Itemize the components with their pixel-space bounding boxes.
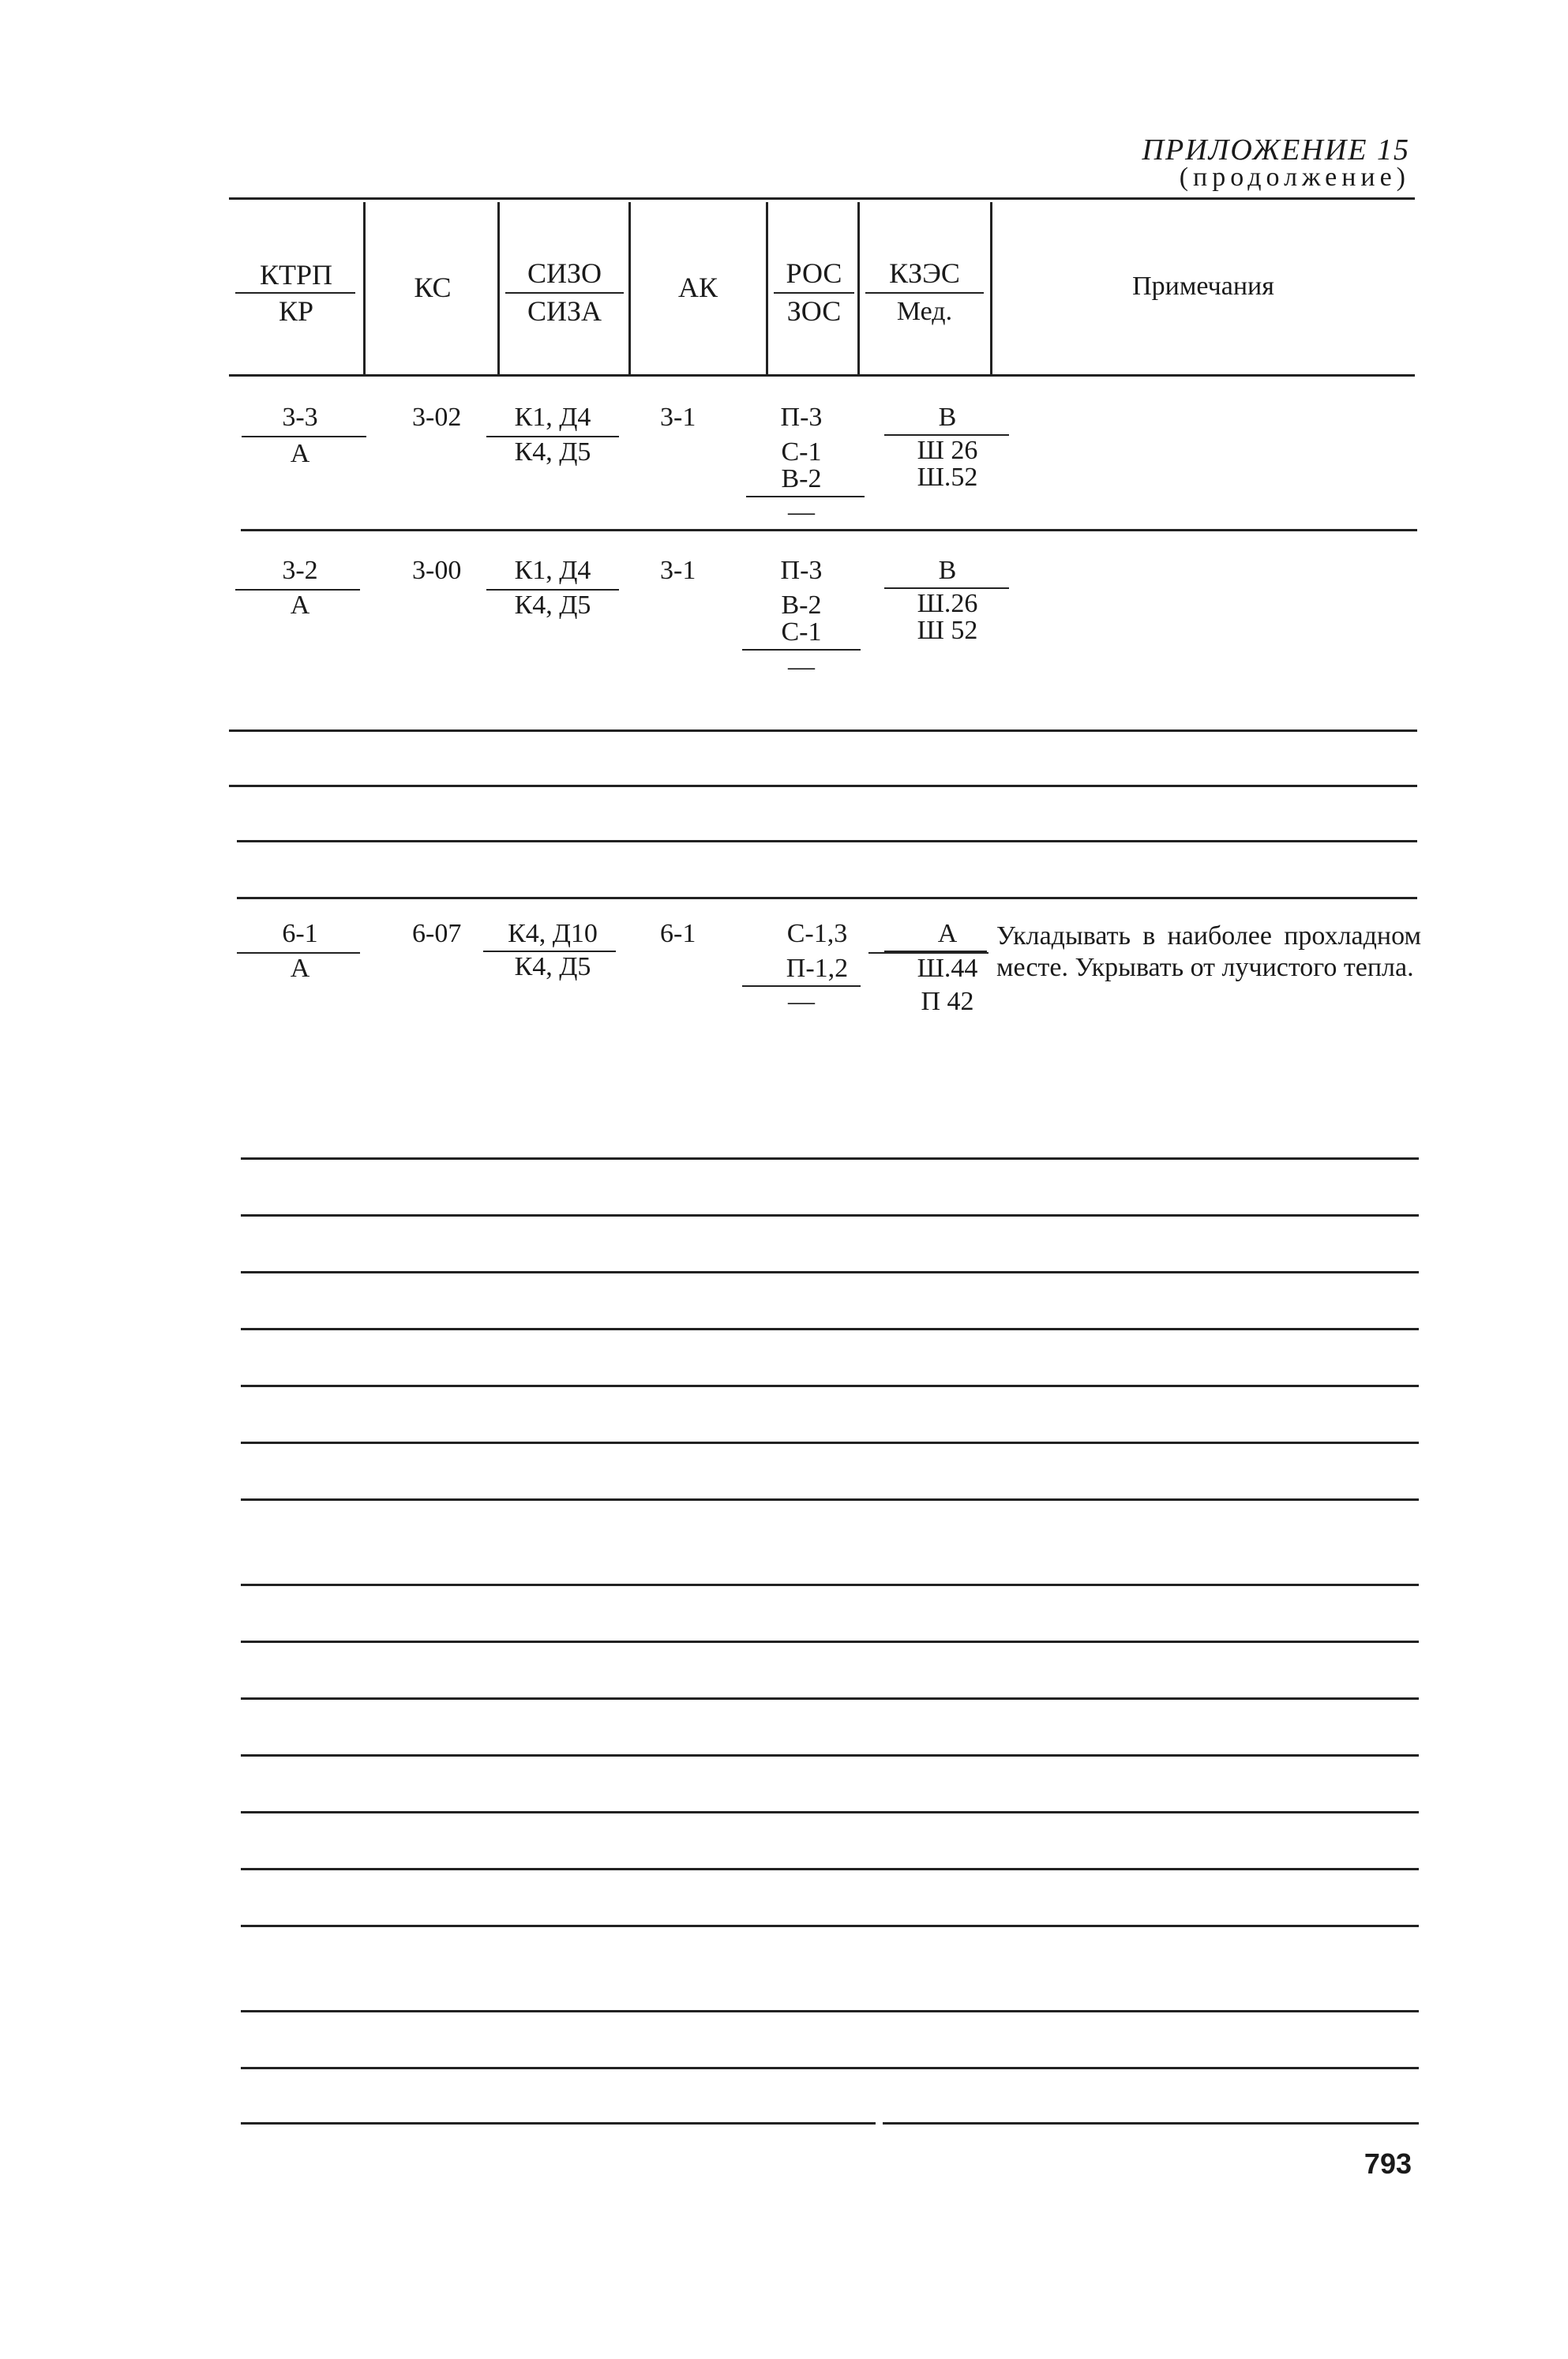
header-ks: КС <box>414 272 452 303</box>
ruled-line <box>237 897 1417 899</box>
ruled-line <box>237 840 1417 842</box>
fraction-bar <box>884 951 987 952</box>
cell-med: Ш 52 <box>917 616 978 645</box>
header-ros: РОС <box>786 257 842 289</box>
header-ktrp: КТРП <box>259 259 333 291</box>
cell-kzes: А <box>937 919 958 948</box>
ruled-line <box>241 1868 1419 1870</box>
cell-ks: 3-00 <box>412 556 462 585</box>
cell-zos: — <box>788 652 815 681</box>
cell-kzes: В <box>938 403 957 432</box>
header-separator <box>990 202 992 374</box>
cell-note: Укладывать в наиболее прохладном месте. Укрывать от лучистого тепла. <box>996 921 1421 982</box>
cell-kzes: В <box>938 556 957 585</box>
ruled-line <box>241 2067 1419 2069</box>
ruled-line <box>883 2122 1419 2125</box>
row-rule <box>241 529 1417 531</box>
cell-ktrp: 3-3 <box>282 403 318 432</box>
cell-ros: С-1 <box>781 437 822 467</box>
fraction-bar <box>235 292 355 294</box>
ruled-line <box>241 1498 1419 1501</box>
ruled-line <box>241 1385 1419 1387</box>
header-bottom-rule <box>229 374 1415 377</box>
header-zos: ЗОС <box>786 295 842 327</box>
header-ak: АК <box>677 272 718 303</box>
cell-siza: К4, Д5 <box>514 437 591 467</box>
ruled-line <box>241 1925 1419 1927</box>
ruled-line <box>241 1157 1419 1160</box>
header-kzes: КЗЭС <box>889 257 960 289</box>
cell-sizo: К1, Д4 <box>514 403 591 432</box>
cell-ktrp: 3-2 <box>282 556 318 585</box>
appendix-subtitle: (продолжение) <box>1179 163 1410 192</box>
cell-med: Ш 26 <box>917 436 978 465</box>
cell-ros: В-2 <box>781 464 822 493</box>
appendix-title: ПРИЛОЖЕНИЕ 15 <box>1142 133 1410 167</box>
header-separator <box>363 202 366 374</box>
header-siza: СИЗА <box>527 295 602 327</box>
cell-siza: К4, Д5 <box>514 591 591 620</box>
cell-ktrp: 6-1 <box>282 919 318 948</box>
fraction-bar <box>865 292 984 294</box>
ruled-line <box>241 1811 1419 1813</box>
header-notes: Примечания <box>1132 272 1274 301</box>
fraction-bar <box>774 292 854 294</box>
ruled-line <box>241 1442 1419 1444</box>
cell-ros: С-1,3 <box>786 919 848 948</box>
header-separator <box>766 202 768 374</box>
fraction-bar <box>505 292 624 294</box>
cell-kr: А <box>290 439 310 468</box>
cell-sizo: К1, Д4 <box>514 556 591 585</box>
cell-siza: К4, Д5 <box>514 952 591 981</box>
ruled-line <box>241 1328 1419 1330</box>
cell-ak: 3-1 <box>660 556 696 585</box>
header-kr: КР <box>278 295 314 327</box>
ruled-line <box>241 1214 1419 1217</box>
ruled-line <box>229 785 1417 787</box>
ruled-line <box>241 1584 1419 1586</box>
ruled-line <box>241 1697 1419 1700</box>
cell-sizo: К4, Д10 <box>508 919 598 948</box>
cell-kr: А <box>290 591 310 620</box>
cell-med: Ш.52 <box>917 463 978 492</box>
header-separator <box>628 202 631 374</box>
cell-ks: 6-07 <box>412 919 462 948</box>
cell-kr: А <box>290 954 310 983</box>
header-separator <box>497 202 500 374</box>
cell-med: П 42 <box>921 987 974 1016</box>
ruled-line <box>241 1754 1419 1757</box>
cell-ak: 3-1 <box>660 403 696 432</box>
cell-med: Ш.26 <box>917 589 978 618</box>
table-top-rule <box>229 197 1415 200</box>
fraction-bar <box>242 436 366 437</box>
header-separator <box>857 202 860 374</box>
header-med: Мед. <box>896 297 953 326</box>
header-sizo: СИЗО <box>527 257 602 289</box>
cell-ros: П-3 <box>780 556 823 585</box>
ruled-line <box>241 1641 1419 1643</box>
cell-med: Ш.44 <box>917 954 978 983</box>
cell-ros: П-3 <box>780 403 823 432</box>
page-number: 793 <box>1364 2147 1412 2180</box>
cell-ros: С-1 <box>781 617 822 647</box>
cell-zos: — <box>788 987 815 1016</box>
ruled-line <box>229 729 1417 732</box>
cell-ros: В-2 <box>781 591 822 620</box>
ruled-line <box>241 1271 1419 1273</box>
ruled-line <box>241 2122 876 2125</box>
fraction-bar <box>742 649 861 651</box>
cell-ak: 6-1 <box>660 919 696 948</box>
cell-zos: — <box>788 497 815 527</box>
cell-ks: 3-02 <box>412 403 462 432</box>
cell-ros: П-1,2 <box>786 954 849 983</box>
ruled-line <box>241 2010 1419 2012</box>
